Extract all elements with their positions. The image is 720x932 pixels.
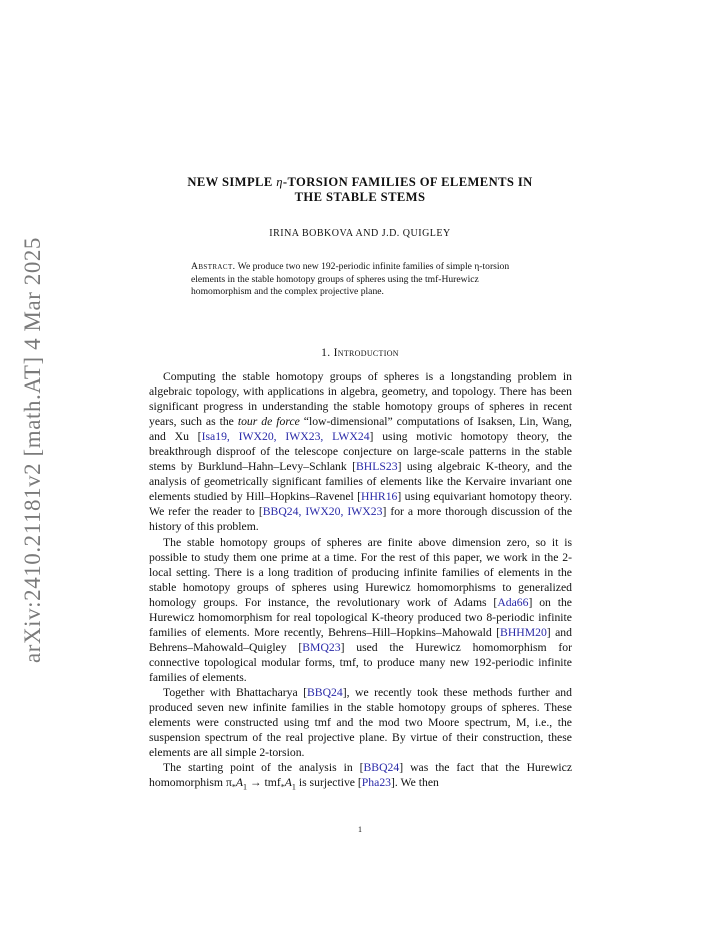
citation-link[interactable]: BBQ24 (262, 505, 299, 519)
abstract-heading: Abstract. (191, 261, 236, 272)
citation-link[interactable]: BMQ23 (302, 640, 341, 654)
title-line-1: NEW SIMPLE η-TORSION FAMILIES OF ELEMENTS IN (187, 175, 533, 189)
citation-link[interactable]: Ada66 (497, 595, 529, 609)
title-line-2: THE STABLE STEMS (294, 190, 426, 204)
arxiv-side-stamp (16, 235, 50, 665)
citation-link[interactable]: BBQ24 (307, 685, 343, 699)
citation-link[interactable]: IWX20 (305, 505, 341, 519)
paragraph-4: The starting point of the analysis in [BBQ24] was the fact that the Hurewicz homomorphism $\pi_*A_1 \to tmf_*A_1$ is surjective [Pha23]. We then (149, 761, 573, 792)
paragraph-1: Computing the stable homotopy groups of spheres is a longstanding problem in algebraic topology, with applications in algebra, geometry, and topology. There has been significant progress in understanding the stable homotopy groups of spheres in recent years, such as the tour de force “low-dimensional” computations of Isaksen, Lin, Wang, and Xu [Isa19, IWX20, IWX23, LWX24] using motivic homotopy theory, the breakthrough disproof of the telescope conjecture on large-scale patterns in the stable stems by Burklund–Hahn–Levy–Schlank [BHLS23] using algebraic K-theory, and the analysis of geometrically significant families of elements like the Kervaire invariant one elements studied by Hill–Hopkins–Ravenel [HHR16] using equivariant homotopy theory. We refer the reader to [BBQ24, IWX20, IWX23] for a more thorough discussion of the history of this problem. (149, 370, 573, 534)
citation-link[interactable]: Isa19 (201, 430, 227, 444)
citation-link[interactable]: BHLS23 (356, 460, 398, 474)
section-heading: 1. Introduction (321, 346, 399, 359)
author-list: IRINA BOBKOVA AND J.D. QUIGLEY (269, 228, 451, 239)
citation-link[interactable]: IWX20 (238, 430, 274, 444)
abstract-text: We produce two new 192-periodic infinite families of simple η-torsion elements in the stable homotopy groups of spheres using the tmf-Hurewicz homomorphism and the complex projective plane. (191, 261, 510, 298)
citation-link[interactable]: IWX23 (285, 430, 321, 444)
arxiv-identifier: arXiv:2410.21181v2 [math.AT] 4 Mar 2025 (20, 235, 45, 663)
citation-link[interactable]: IWX23 (347, 505, 383, 519)
citation-link[interactable]: BHHM20 (500, 625, 547, 639)
paragraph-2: The stable homotopy groups of spheres are finite above dimension zero, so it is possible to study them one prime at a time. For the rest of this paper, we work in the 2-local setting. There is a long tradition of producing infinite families of elements in the stable homotopy groups of spheres using Hurewicz homomorphisms to generalized homology groups. For instance, the revolutionary work of Adams [Ada66] on the Hurewicz homomorphism for real topological K-theory produced two 8-periodic infinite families of elements. More recently, Behrens–Hill–Hopkins–Mahowald [BHHM20] and Behrens–Mahowald–Quigley [BMQ23] used the Hurewicz homomorphism for connective topological modular forms, tmf, to produce many new 192-periodic infinite families of elements. (149, 535, 572, 684)
citation-link[interactable]: HHR16 (361, 490, 398, 504)
abstract (191, 261, 531, 299)
page-number: 1 (358, 825, 362, 834)
citation-link[interactable]: BBQ24 (363, 761, 400, 775)
citation-link[interactable]: LWX24 (332, 430, 370, 444)
citation-link[interactable]: Pha23 (361, 776, 392, 790)
paper-title (148, 175, 572, 205)
paragraph-3: Together with Bhattacharya [BBQ24], we recently took these methods further and produced seven new infinite families in the stable homotopy groups of spheres. These elements were constructed using tmf and the mod two Moore spectrum, M, i.e., the suspension spectrum of the real projective plane. By virtue of their construction, these elements are all simple 2-torsion. (149, 685, 572, 760)
body-text (149, 369, 572, 795)
